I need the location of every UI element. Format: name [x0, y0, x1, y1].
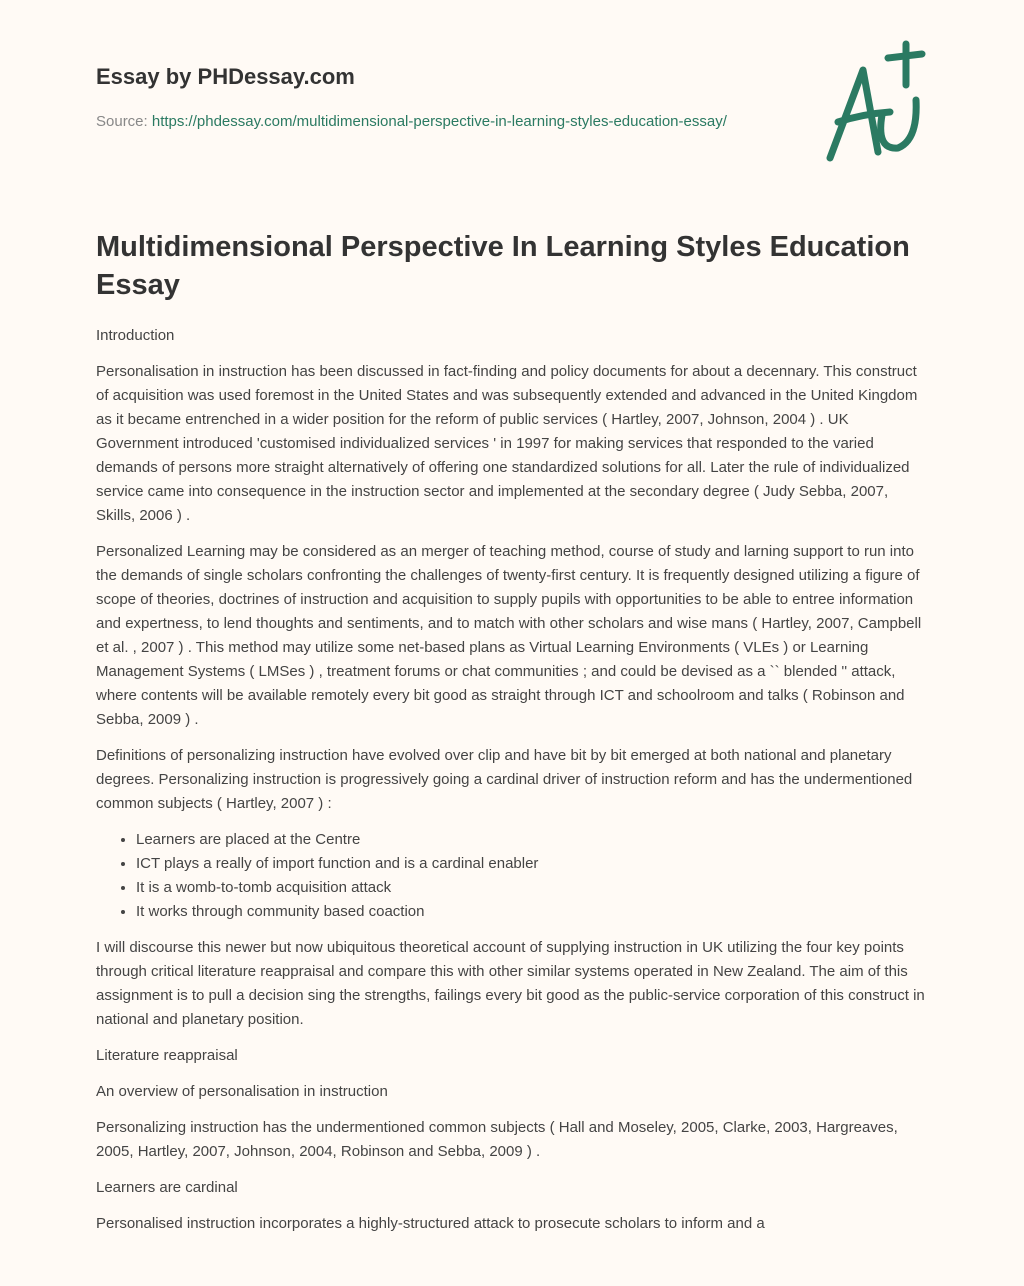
section-heading: Literature reappraisal — [96, 1047, 238, 1064]
paragraph: I will discourse this newer but now ubiquitous theoretical account of supplying instruction in UK utilizing the four key points through critical literature reappraisal and compare this with other similar systems operated in New Zealand. The aim of this assignment is to pull a decision sing the strengths, failings every bit good as the public-service corporation of this construct in national and planetary position. — [96, 939, 925, 1028]
paragraph: Personalised instruction incorporates a highly-structured attack to prosecute scholars to inform and a — [96, 1215, 765, 1232]
paragraph: Personalisation in instruction has been discussed in fact-finding and policy documents for about a decennary. This construct of acquisition was used foremost in the United States and was subsequently extended and advanced in the United Kingdom as it became entrenched in a wider position for the reform of public services ( Hartley, 2007, Johnson, 2004 ) . UK Government introduced 'customised individualized services ' in 1997 for making services that responded to the varied demands of persons more straight alternatively of offering one standardized solutions for all. Later the rule of individualized service came into consequence in the instruction sector and implemented at the secondary degree ( Judy Sebba, 2007, Skills, 2006 ) . — [96, 363, 918, 524]
bullet-list — [96, 828, 930, 924]
source-link[interactable]: https://phdessay.com/multidimensional-perspective-in-learning-styles-education-essay/ — [151, 113, 727, 130]
subsection-heading: An overview of personalisation in instruction — [96, 1083, 388, 1100]
subsection-heading: Learners are cardinal — [96, 1179, 238, 1196]
a-plus-logo-icon — [818, 40, 928, 165]
paragraph: Personalizing instruction has the undermentioned common subjects ( Hall and Moseley, 2005, Clarke, 2003, Hargreaves, 2005, Hartley, 2007, Johnson, 2004, Robinson and Sebba, 2009 ) . — [96, 1119, 898, 1160]
source-line — [96, 110, 776, 134]
essay-body — [96, 324, 930, 1236]
paragraph: Personalized Learning may be considered as an merger of teaching method, course of study and larning support to run into the demands of single scholars confronting the challenges of twenty-first century. It is frequently designed utilizing a figure of scope of theories, doctrines of instruction and acquisition to supply pupils with opportunities to be able to entree information and expertness, to lend thoughts and sentiments, and to match with other scholars and wise mans ( Hartley, 2007, Campbell et al. , 2007 ) . This method may utilize some net-based plans as Virtual Learning Environments ( VLEs ) or Learning Management Systems ( LMSes ) , treatment forums or chat communities ; and could be devised as a `` blended '' attack, where contents will be available remotely every bit good as straight through ICT and schoolroom and talks ( Robinson and Sebba, 2009 ) . — [96, 543, 922, 728]
list-item: • Learners are placed at the Centre — [136, 828, 930, 852]
brand-title: Essay by PHDessay.com — [96, 64, 355, 89]
header — [0, 0, 1024, 190]
paragraph: Definitions of personalizing instruction have evolved over clip and have bit by bit emerged at both national and planetary degrees. Personalizing instruction is progressively going a cardinal driver of instruction reform and has the undermentioned common subjects ( Hartley, 2007 ) : — [96, 747, 913, 812]
list-item: • ICT plays a really of import function and is a cardinal enabler — [136, 852, 930, 876]
list-item: • It is a womb-to-tomb acquisition attack — [136, 876, 930, 900]
page-title: Multidimensional Perspective In Learning Styles Education Essay — [96, 231, 910, 301]
source-label: Source: — [96, 113, 152, 130]
section-heading: Introduction — [96, 327, 175, 344]
list-item: • It works through community based coaction — [136, 900, 930, 924]
